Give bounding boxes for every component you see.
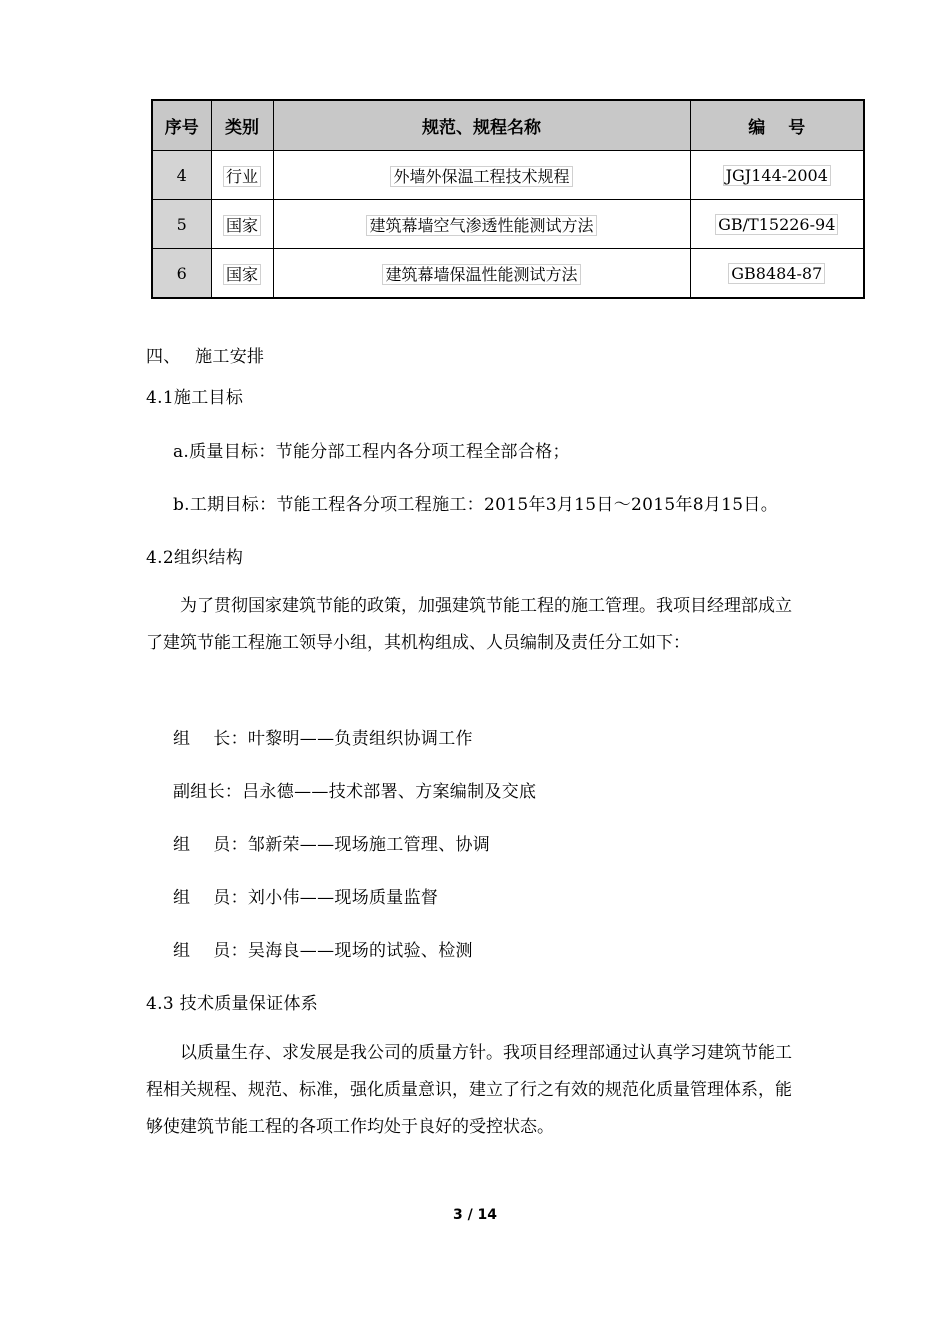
row-name (273, 200, 690, 249)
org-paragraph: 为了贯彻国家建筑节能的政策，加强建筑节能工程的施工管理。我项目经理部成立了建筑节能工程施工领导小组，其机构组成、人员编制及责任分工如下： (146, 596, 792, 653)
member-3: 组 员：吴海良——现场的试验、检测 (173, 941, 473, 961)
row-category-text: 国家 (223, 215, 261, 236)
header-name: 规范、规程名称 (273, 100, 690, 151)
row-code-text: JGJ144-2004 (723, 165, 831, 186)
row-category-text: 行业 (223, 166, 261, 187)
standards-table (151, 99, 865, 299)
row-category (211, 200, 273, 249)
row-name (273, 151, 690, 200)
row-index: 6 (152, 249, 211, 299)
table-row (152, 249, 864, 299)
member-2: 组 员：刘小伟——现场质量监督 (173, 888, 439, 908)
header-index: 序号 (152, 100, 211, 151)
table-row (152, 151, 864, 200)
row-name (273, 249, 690, 299)
quality-paragraph: 以质量生存、求发展是我公司的质量方针。我项目经理部通过认真学习建筑节能工程相关规程、规范、标准，强化质量意识，建立了行之有效的规范化质量管理体系，能够使建筑节能工程的各项工作均处于良好的受控状态。 (146, 1043, 792, 1137)
row-code-text: GB/T15226-94 (715, 214, 838, 235)
row-code (690, 151, 864, 200)
row-code (690, 249, 864, 299)
member-1: 组 员：邹新荣——现场施工管理、协调 (173, 835, 491, 855)
section-4-3-title: 4.3 技术质量保证体系 (146, 994, 319, 1014)
quality-goal: a.质量目标：节能分部工程内各分项工程全部合格； (173, 442, 570, 462)
row-category (211, 151, 273, 200)
header-code: 编 号 (690, 100, 864, 151)
row-category-text: 国家 (223, 264, 261, 285)
row-name-text: 建筑幕墙保温性能测试方法 (382, 264, 580, 285)
member-deputy: 副组长：吕永德——技术部署、方案编制及交底 (173, 782, 537, 802)
row-code-text: GB8484-87 (728, 263, 825, 284)
row-index: 5 (152, 200, 211, 249)
row-name-text: 外墙外保温工程技术规程 (390, 166, 572, 187)
row-category (211, 249, 273, 299)
table-header-row (152, 100, 864, 151)
table-row (152, 200, 864, 249)
member-leader: 组 长：叶黎明——负责组织协调工作 (173, 729, 473, 749)
section-4-1-title: 4.1施工目标 (146, 388, 244, 408)
section-4-heading: 四、 施工安排 (146, 347, 265, 367)
row-index: 4 (152, 151, 211, 200)
row-name-text: 建筑幕墙空气渗透性能测试方法 (366, 215, 596, 236)
section-4-2-title: 4.2组织结构 (146, 548, 244, 568)
page-number: 3 / 14 (452, 1207, 498, 1223)
row-code (690, 200, 864, 249)
header-category: 类别 (211, 100, 273, 151)
schedule-goal: b.工期目标：节能工程各分项工程施工：2015年3月15日～2015年8月15日。 (173, 495, 779, 515)
